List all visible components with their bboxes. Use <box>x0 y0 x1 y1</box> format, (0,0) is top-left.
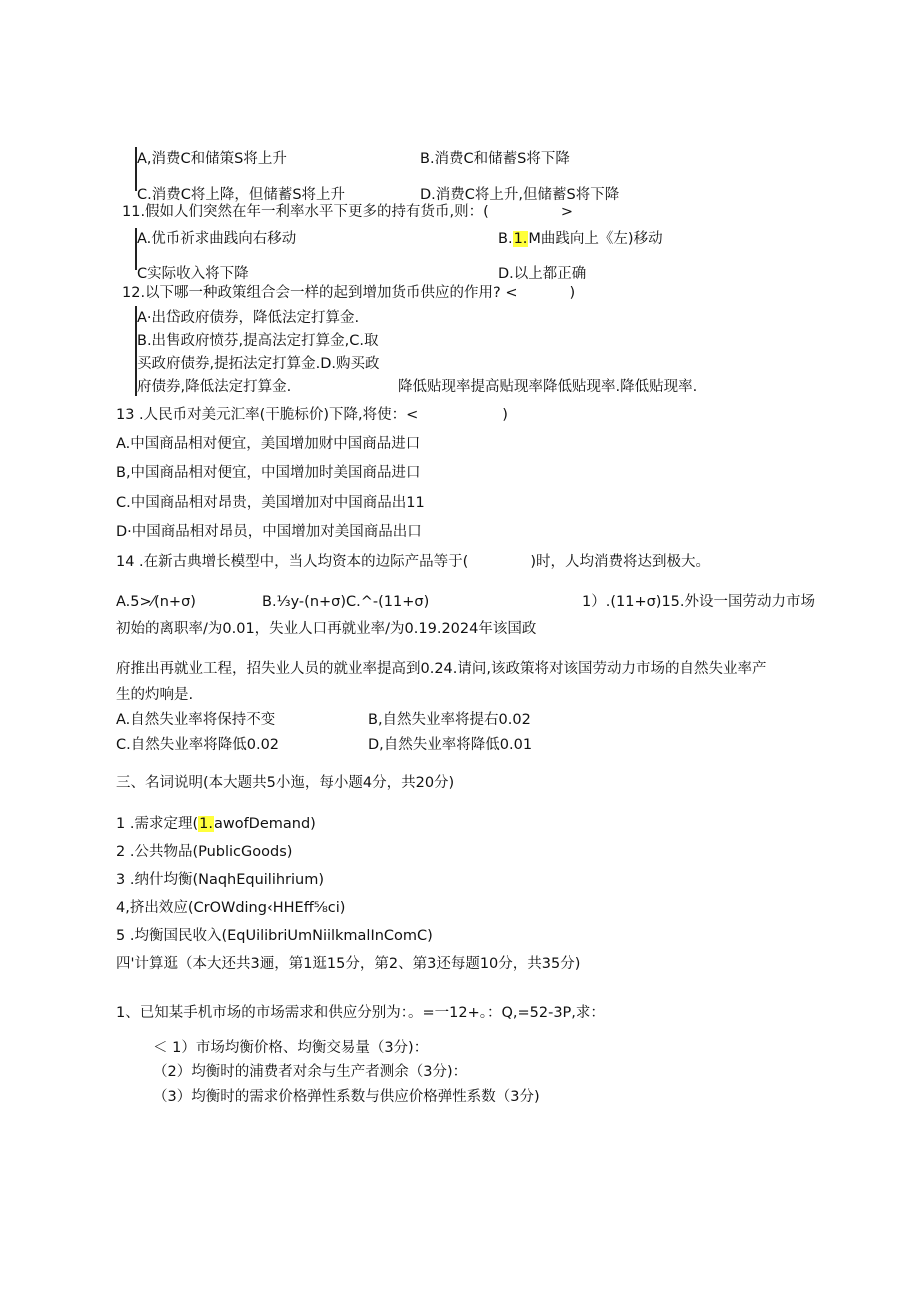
q10-option-a: A,消费C和储策S将上升 <box>137 151 287 167</box>
q12-line-4-left: 府债券,降低法定打算金. <box>137 379 292 395</box>
highlight-mark: 1. <box>513 231 528 247</box>
q13-option-a: A.中国商品相对便宜，美国增加财中国商品进口 <box>116 436 421 452</box>
q11-option-d: D.以上都正确 <box>498 266 587 282</box>
q15-option-b: B,自然失业率将提右0.02 <box>368 712 531 728</box>
calc-q1-sub-1: ＜ 1）市场均衡价格、均衡交易量（3分)： <box>153 1040 429 1056</box>
section-3-heading: 三、名词说明(本大题共5小迤，每小题4分，共20分) <box>116 775 455 791</box>
term-4: 4,挤出效应(CrOWding‹HHEff⅝ci) <box>116 900 346 916</box>
term-5: 5 .均衡国民收入(EqUilibriUmNiilkmalInComC) <box>116 928 433 944</box>
q10-option-c: C.消费C将上降，但储蓄S将上升 <box>137 187 346 203</box>
q11-option-a: A.优币祈求曲践向右移动 <box>137 231 297 247</box>
q14-stem: 14 .在新古典增长模型中，当人均资本的边际产品等于( )时，人均消费将达到极大。 <box>116 554 710 570</box>
q13-stem: 13 .人民币对美元汇率(干脆标价)下降,将使：< ) <box>116 407 508 423</box>
term-2: 2 .公共物品(PublicGoods) <box>116 844 293 860</box>
q12-line-4-right: 降低贴现率提高贴现率降低贴现率.降低贴现率. <box>398 379 698 395</box>
q15-option-d: D,自然失业率将降低0.01 <box>368 737 533 753</box>
calc-q1-sub-2: （2）均衡时的浦费者对余与生产者测余（3分)： <box>153 1064 468 1080</box>
q12-line-3: 买政府债券,提拓法定打算金.D.购买政 <box>137 356 380 372</box>
calc-q1-sub-3: （3）均衡时的需求价格弹性系数与供应价格弹性系数（3分) <box>153 1089 540 1105</box>
q14-option-d-q15-stem: 1）.(11+σ)15.外设一国劳动力市场 <box>582 594 815 610</box>
q14-option-a: A.5>⁄(n+σ) <box>116 594 196 610</box>
q13-option-b: B,中国商品相对便宜，中国增加时美国商品进口 <box>116 465 421 481</box>
q13-option-c: C.中国商品相对昂贵，美国增加对中国商品出11 <box>116 495 425 511</box>
q15-line-1: 初始的离职率/为0.01，失业人口再就业率/为0.19.2024年该国政 <box>116 621 537 637</box>
q15-option-c: C.自然失业率将降低0.02 <box>116 737 280 753</box>
q15-option-a: A.自然失业率将保持不变 <box>116 712 276 728</box>
q10-option-b: B.消费C和储蓄S将下降 <box>420 151 570 167</box>
q12-line-2: B.出售政府愤芬,提高法定打算金,C.取 <box>137 333 379 349</box>
term-3: 3 .纳什均衡(NaqhEquilihrium) <box>116 872 325 888</box>
term-1: 1 .需求定理(1.awofDemand) <box>116 816 316 832</box>
q12-stem: 12.以下哪一种政策组合会一样的起到增加货币供应的作用? < ) <box>122 285 576 301</box>
q11-option-c: C实际收入将下降 <box>137 266 249 282</box>
section-4-heading: 四'计算逛（本大还共3逦，第1逛15分，第2、第3还每题10分，共35分) <box>116 956 581 972</box>
q14-option-bc: B.⅓y-(n+σ)C.^-(11+σ) <box>262 594 430 610</box>
q11-stem: 11.假如人们突然在年一利率水平下更多的持有货币,则：( > <box>122 204 573 220</box>
highlight-mark: 1. <box>199 816 213 832</box>
calc-q1-stem: 1、已知某手机市场的市场需求和供应分别为：。=一12+。：Q,=52-3P,求： <box>116 1005 605 1021</box>
q15-line-3: 生的灼响是. <box>116 687 194 703</box>
q10-option-d: D.消费C将上升,但储蓄S将下降 <box>420 187 620 203</box>
q15-line-2: 府推出再就业工程，招失业人员的就业率提高到0.24.请问,该政策将对该国劳动力市场的自然失业率产 <box>116 661 767 677</box>
q13-option-d: D·中国商品相对昂员，中国增加对美国商品出口 <box>116 524 422 540</box>
q12-line-1: A·出岱政府债券，降低法定打算金. <box>137 310 360 326</box>
q11-option-b: B.1.M曲践向上《左)移动 <box>498 231 663 247</box>
